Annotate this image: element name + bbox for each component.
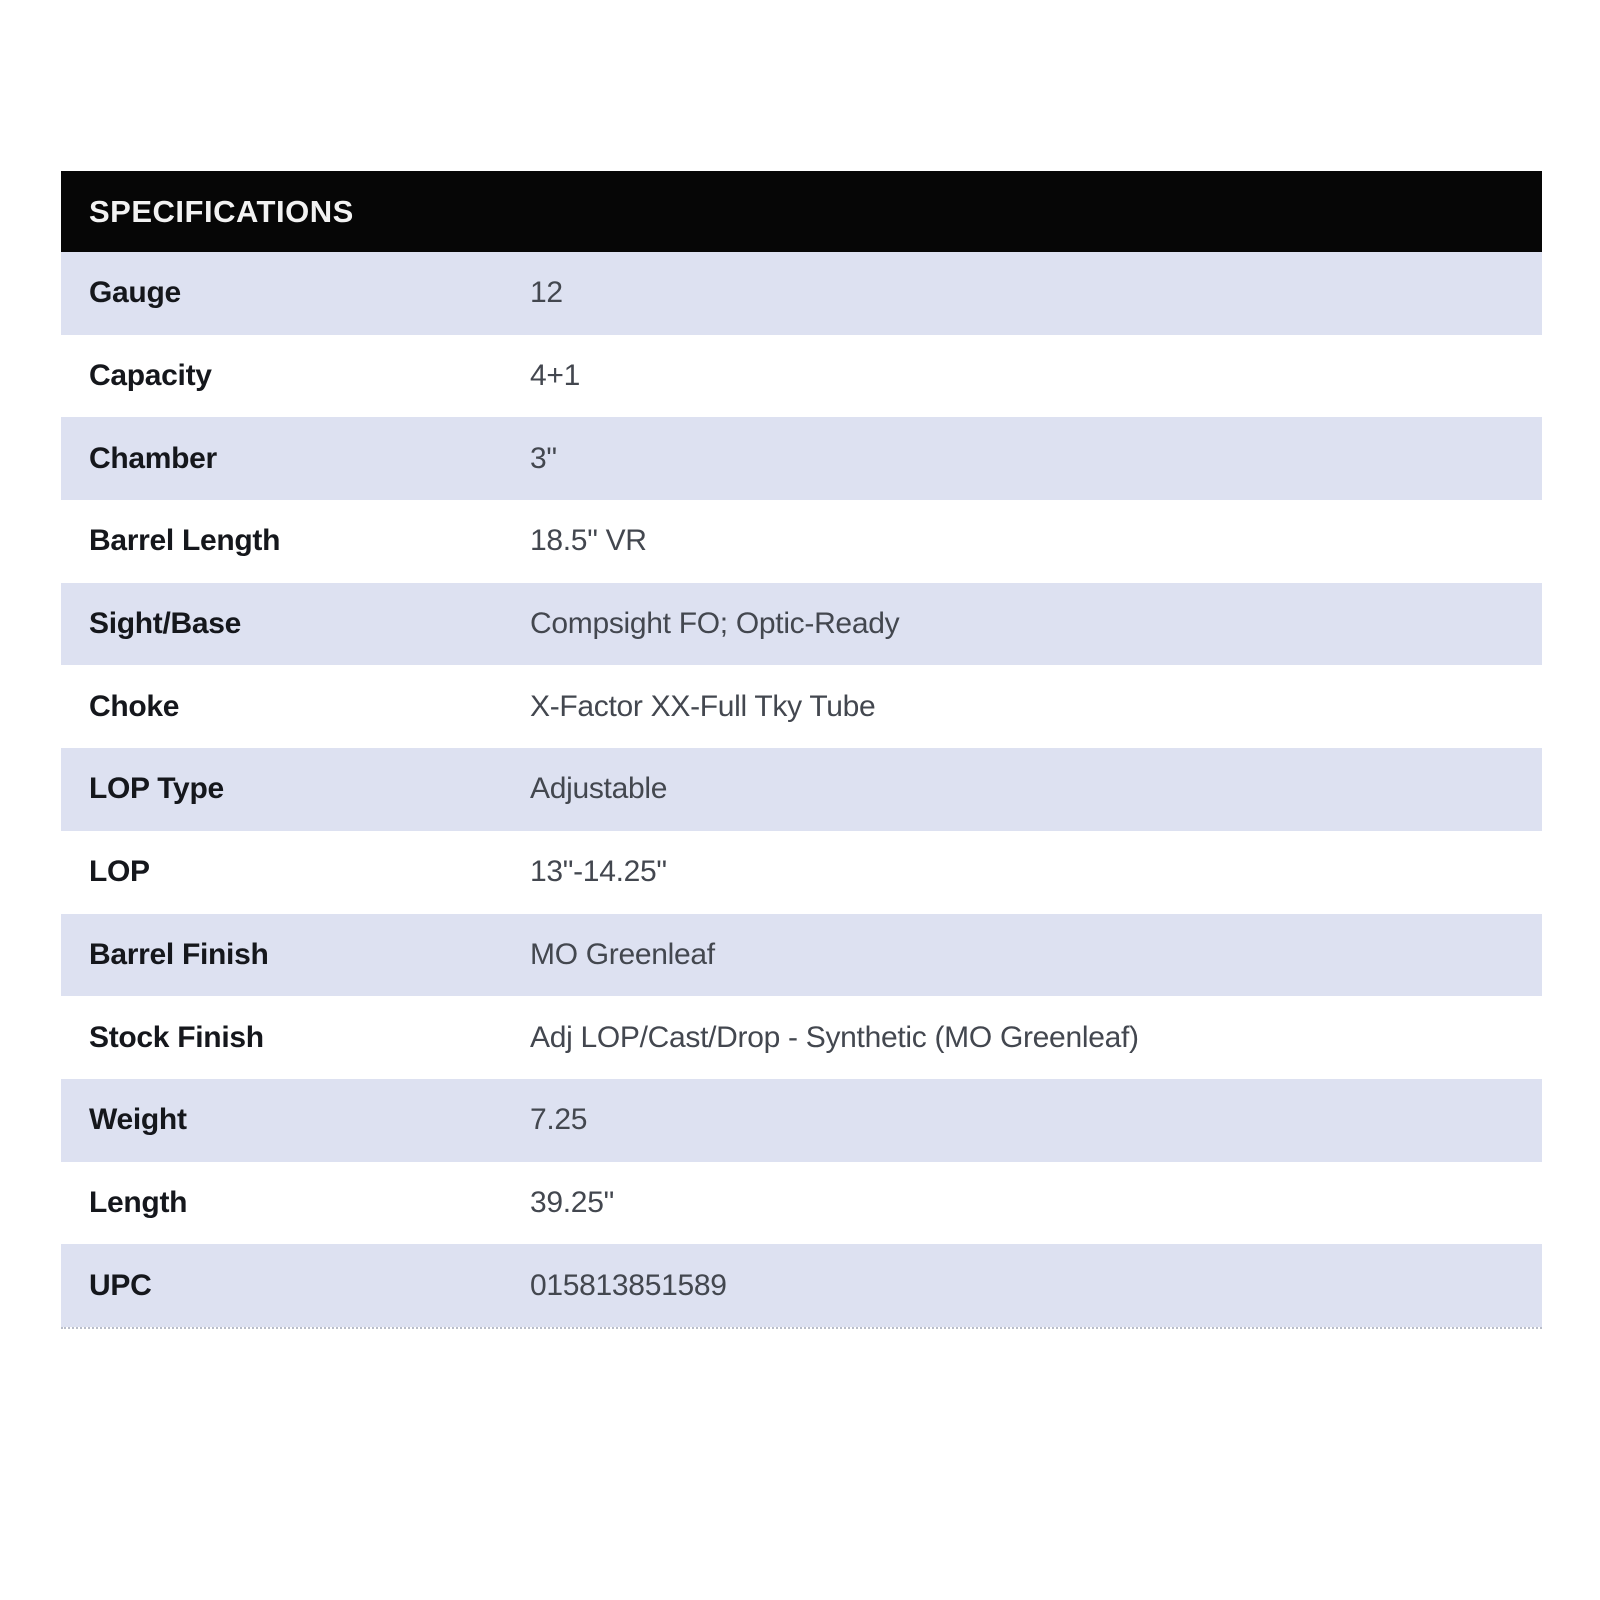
row-label: Choke (89, 689, 180, 723)
row-label: LOP Type (89, 772, 224, 806)
row-label: Stock Finish (89, 1020, 264, 1054)
table-row (61, 831, 1542, 914)
row-label: Gauge (89, 276, 181, 310)
table-row (61, 996, 1542, 1079)
table-header (61, 171, 1542, 252)
table-row (61, 500, 1542, 583)
row-value: Compsight FO; Optic-Ready (530, 607, 900, 641)
specifications-table (61, 171, 1542, 1329)
row-value: Adj LOP/Cast/Drop - Synthetic (MO Greenleaf) (530, 1020, 1139, 1054)
row-label: Barrel Finish (89, 937, 269, 971)
table-row (61, 1244, 1542, 1327)
table-row (61, 583, 1542, 666)
row-value: 39.25" (530, 1185, 614, 1219)
row-label: Length (89, 1185, 188, 1219)
row-label: Sight/Base (89, 607, 242, 641)
table-body (61, 252, 1542, 1327)
table-row (61, 417, 1542, 500)
row-label: LOP (89, 855, 150, 889)
row-value: 4+1 (530, 359, 580, 393)
table-row (61, 665, 1542, 748)
row-label: UPC (89, 1268, 152, 1302)
table-row (61, 1079, 1542, 1162)
row-value: 12 (530, 276, 563, 310)
row-label: Barrel Length (89, 524, 281, 558)
row-label: Chamber (89, 441, 217, 475)
row-value: X-Factor XX-Full Tky Tube (530, 689, 876, 723)
row-value: 015813851589 (530, 1268, 727, 1302)
row-value: 7.25 (530, 1103, 588, 1137)
row-label: Capacity (89, 359, 212, 393)
row-value: MO Greenleaf (530, 937, 715, 971)
row-value: Adjustable (530, 772, 668, 806)
row-value: 3" (530, 441, 557, 475)
table-row (61, 335, 1542, 418)
table-row (61, 1162, 1542, 1245)
row-value: 13"-14.25" (530, 855, 667, 889)
row-label: Weight (89, 1103, 187, 1137)
table-row (61, 252, 1542, 335)
table-row (61, 914, 1542, 997)
row-value: 18.5" VR (530, 524, 647, 558)
table-row (61, 748, 1542, 831)
table-title: SPECIFICATIONS (89, 193, 354, 229)
